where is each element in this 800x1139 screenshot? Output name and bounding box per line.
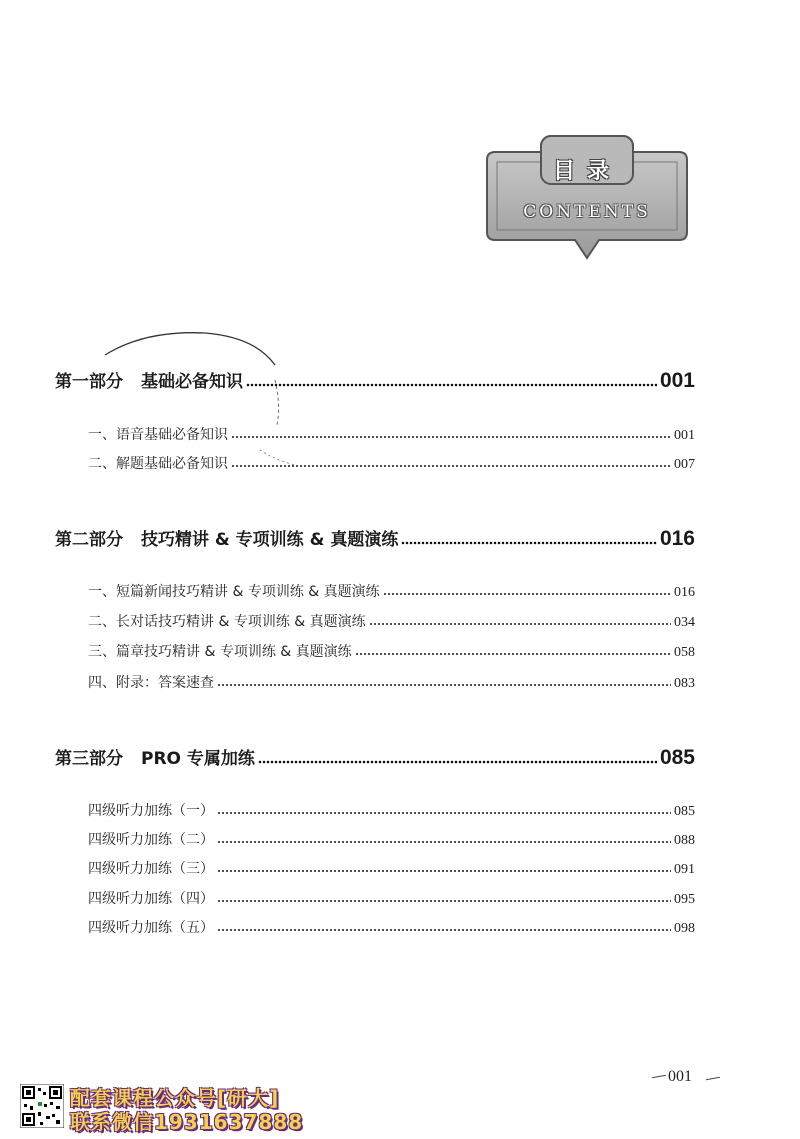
section-title: 四、附录：答案速查 [88,675,214,691]
section-title: 四级听力加练（五） [88,920,214,936]
toc-section [88,453,695,473]
qr-code-icon [20,1084,64,1128]
section-title: 四级听力加练（三） [88,861,214,877]
dot-leader [258,760,657,764]
section-page: 085 [674,804,695,819]
section-page: 058 [674,645,695,660]
toc-part-2 [55,525,695,551]
section-page: 007 [674,457,695,472]
section-page: 095 [674,892,695,907]
dot-leader [231,464,671,468]
section-page: 091 [674,862,695,877]
part-title: 基础必备知识 [141,372,243,392]
toc-section [88,672,695,692]
toc-section [88,829,695,849]
section-page: 034 [674,615,695,630]
section-page: 083 [674,676,695,691]
part-page: 085 [659,746,695,769]
part-heading [55,367,243,392]
contents-subtitle: CONTENTS [523,202,651,222]
section-title: 一、语音基础必备知识 [88,427,228,443]
contents-badge-shape [483,134,691,260]
part-heading [55,744,255,769]
part-heading [55,525,398,550]
promo-line-2: 联系微信1931637888 [70,1110,304,1134]
contents-badge [483,134,691,260]
dot-leader [217,899,671,903]
toc-section [88,641,695,661]
section-title: 二、长对话技巧精讲 & 专项训练 & 真题演练 [88,614,366,630]
section-page: 016 [674,585,695,600]
dot-leader [217,928,671,932]
toc-section [88,581,695,601]
promo-line-1: 配套课程公众号[研大] [70,1086,280,1110]
section-page: 088 [674,833,695,848]
dot-leader [231,435,671,439]
toc-section [88,888,695,908]
part-label: 第三部分 [55,749,123,769]
part-title: 技巧精讲 & 专项训练 & 真题演练 [141,530,399,550]
dot-leader [217,869,671,873]
dot-leader [246,383,657,387]
dot-leader [217,683,671,687]
dot-leader [369,622,671,626]
part-label: 第一部分 [55,372,123,392]
toc-section [88,800,695,820]
dot-leader [217,811,671,815]
toc-section [88,611,695,631]
section-title: 一、短篇新闻技巧精讲 & 专项训练 & 真题演练 [88,584,380,600]
part-title: PRO 专属加练 [141,749,255,769]
section-title: 二、解题基础必备知识 [88,456,228,472]
toc-section [88,917,695,937]
dot-leader [383,592,671,596]
toc-part-3 [55,744,695,770]
toc-section [88,858,695,878]
section-title: 四级听力加练（二） [88,832,214,848]
toc-part-1 [55,367,695,393]
part-label: 第二部分 [55,530,123,550]
section-page: 098 [674,921,695,936]
section-title: 四级听力加练（一） [88,803,214,819]
part-page: 001 [659,369,695,392]
section-title: 三、篇章技巧精讲 & 专项训练 & 真题演练 [88,644,352,660]
section-title: 四级听力加练（四） [88,891,214,907]
dot-leader [217,840,671,844]
contents-title: 目录 [552,159,621,184]
section-page: 001 [674,428,695,443]
toc-section [88,424,695,444]
part-page: 016 [659,527,695,550]
dot-leader [355,652,671,656]
dot-leader [401,541,657,545]
page-number: 001 [668,1068,728,1086]
